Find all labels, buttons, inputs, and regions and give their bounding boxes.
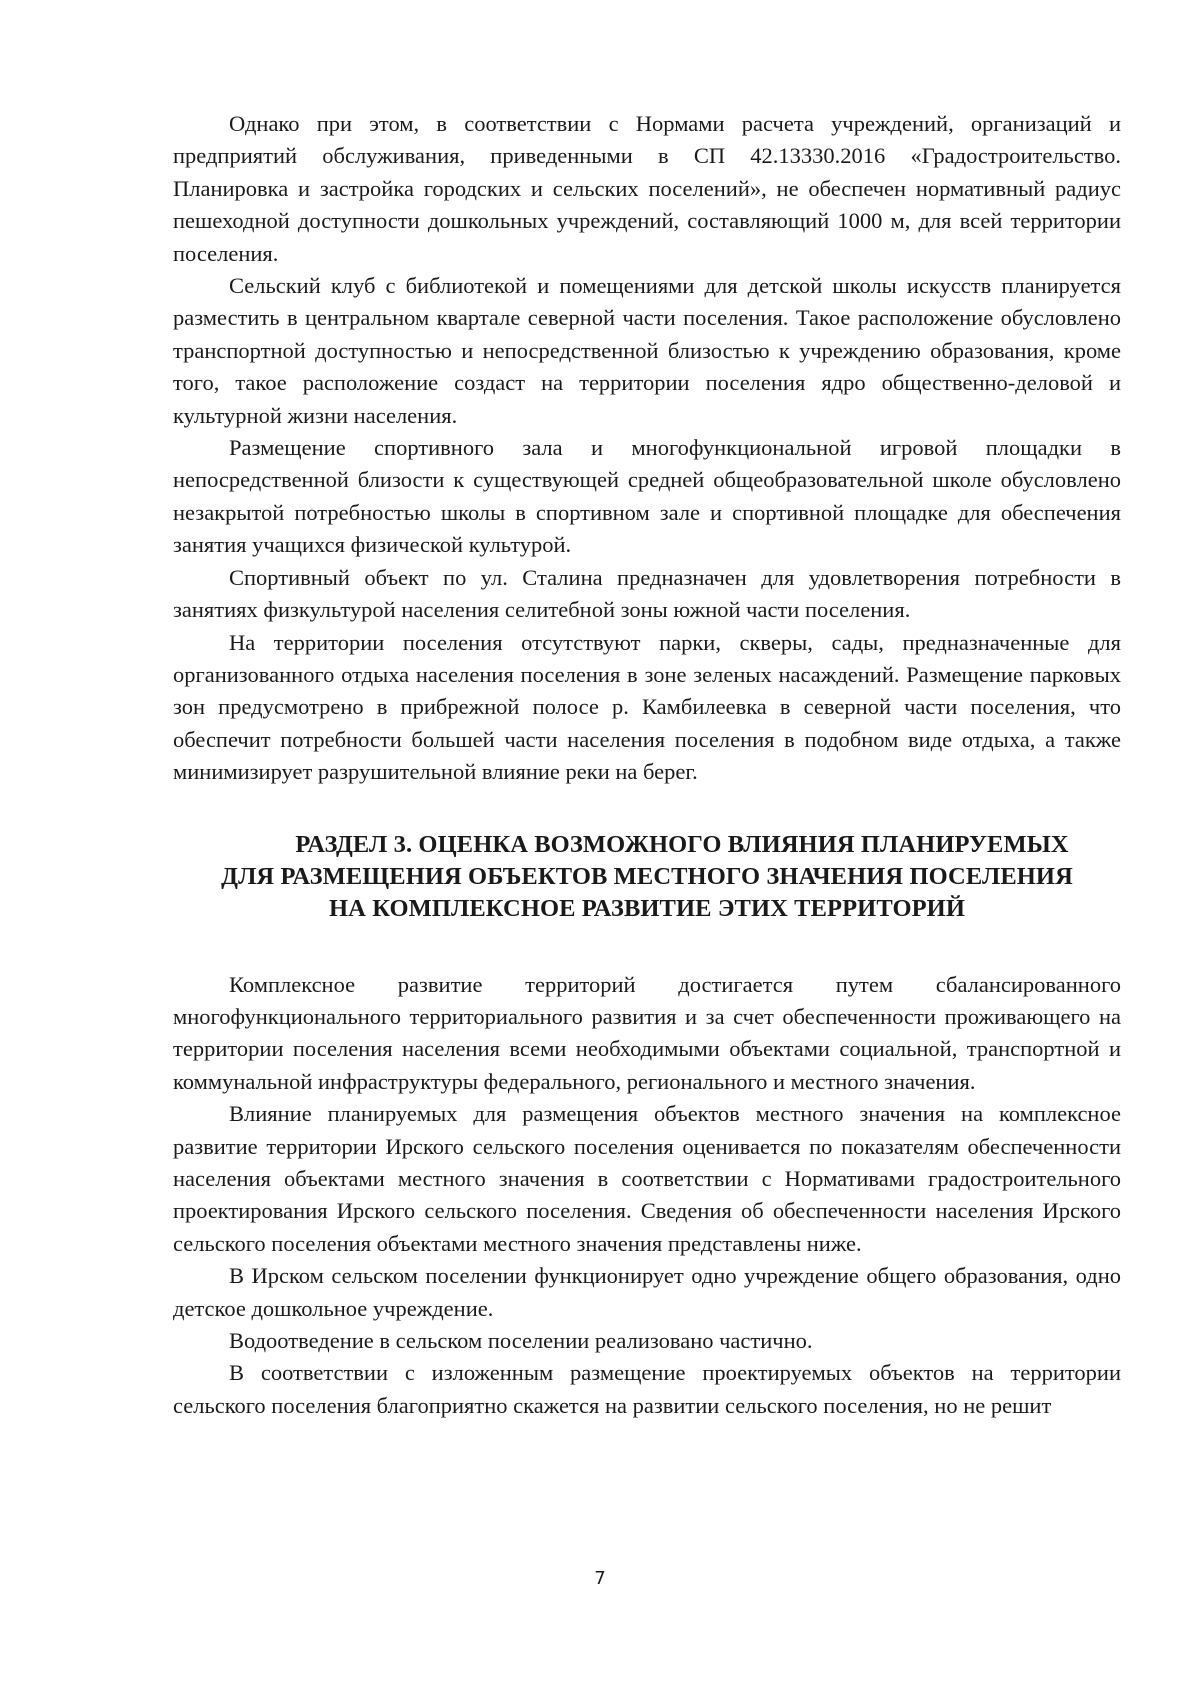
section-heading-line: НА КОМПЛЕКСНОЕ РАЗВИТИЕ ЭТИХ ТЕРРИТОРИЙ (329, 894, 965, 922)
paragraph: Влияние планируемых для размещения объектов местного значения на комплексное развитие территории Ирского сельского поселения оценивается по показателям обеспеченности населения объектами местного значения в соответствии с Нормативами градостроительного проектирования Ирского сельского поселения. Сведения об обеспеченности населения Ирского сельского поселения объектами местного значения представлены ниже. (173, 1101, 1121, 1256)
section-heading (173, 829, 1121, 925)
document-page (173, 108, 1121, 1422)
paragraph: Сельский клуб с библиотекой и помещениями для детской школы искусств планируется разместить в центральном квартале северной части поселения. Такое расположение обусловлено транспортной доступностью и непосредственной близостью к учреждению образования, кроме того, такое расположение создаст на территории поселения ядро общественно-деловой и культурной жизни населения. (173, 273, 1121, 428)
paragraph: Однако при этом, в соответствии с Нормами расчета учреждений, организаций и предприятий обслуживания, приведенными в СП 42.13330.2016 «Градостроительство. Планировка и застройка городских и сельских поселений», не обеспечен нормативный радиус пешеходной доступности дошкольных учреждений, составляющий 1000 м, для всей территории поселения. (173, 111, 1121, 266)
paragraph: Комплексное развитие территорий достигается путем сбалансированного многофункционального территориального развития и за счет обеспеченности проживающего на территории поселения населения всеми необходимыми объектами социальной, транспортной и коммунальной инфраструктуры федерального, регионального и местного значения. (173, 971, 1121, 1094)
page-number: 7 (594, 1568, 606, 1589)
section-heading-line: ДЛЯ РАЗМЕЩЕНИЯ ОБЪЕКТОВ МЕСТНОГО ЗНАЧЕНИЯ ПОСЕЛЕНИЯ (221, 862, 1073, 890)
body-text-after-section (173, 969, 1121, 1423)
paragraph: Водоотведение в сельском поселении реализовано частично. (229, 1328, 813, 1353)
paragraph: Размещение спортивного зала и многофункциональной игровой площадки в непосредственной близости к существующей средней общеобразовательной школе обусловлено незакрытой потребностью школы в спортивном зале и спортивной площадке для обеспечения занятия учащихся физической культурой. (173, 435, 1121, 558)
paragraph: На территории поселения отсутствуют парки, скверы, сады, предназначенные для организованного отдыха населения поселения в зоне зеленых насаждений. Размещение парковых зон предусмотрено в прибрежной полосе р. Камбилеевка в северной части поселения, что обеспечит потребности большей части населения поселения в подобном виде отдыха, а также минимизирует разрушительной влияние реки на берег. (173, 629, 1121, 785)
body-text-before-section (173, 108, 1121, 789)
paragraph: Спортивный объект по ул. Сталина предназначен для удовлетворения потребности в занятиях физкультурой населения селитебной зоны южной части поселения. (173, 564, 1121, 623)
paragraph: В Ирском сельском поселении функционирует одно учреждение общего образования, одно детское дошкольное учреждение. (173, 1263, 1121, 1321)
paragraph: В соответствии с изложенным размещение проектируемых объектов на территории сельского поселения благоприятно скажется на развитии сельского поселения, но не решит (173, 1360, 1121, 1418)
section-heading-line: РАЗДЕЛ 3. ОЦЕНКА ВОЗМОЖНОГО ВЛИЯНИЯ ПЛАНИРУЕМЫХ (295, 830, 1069, 858)
